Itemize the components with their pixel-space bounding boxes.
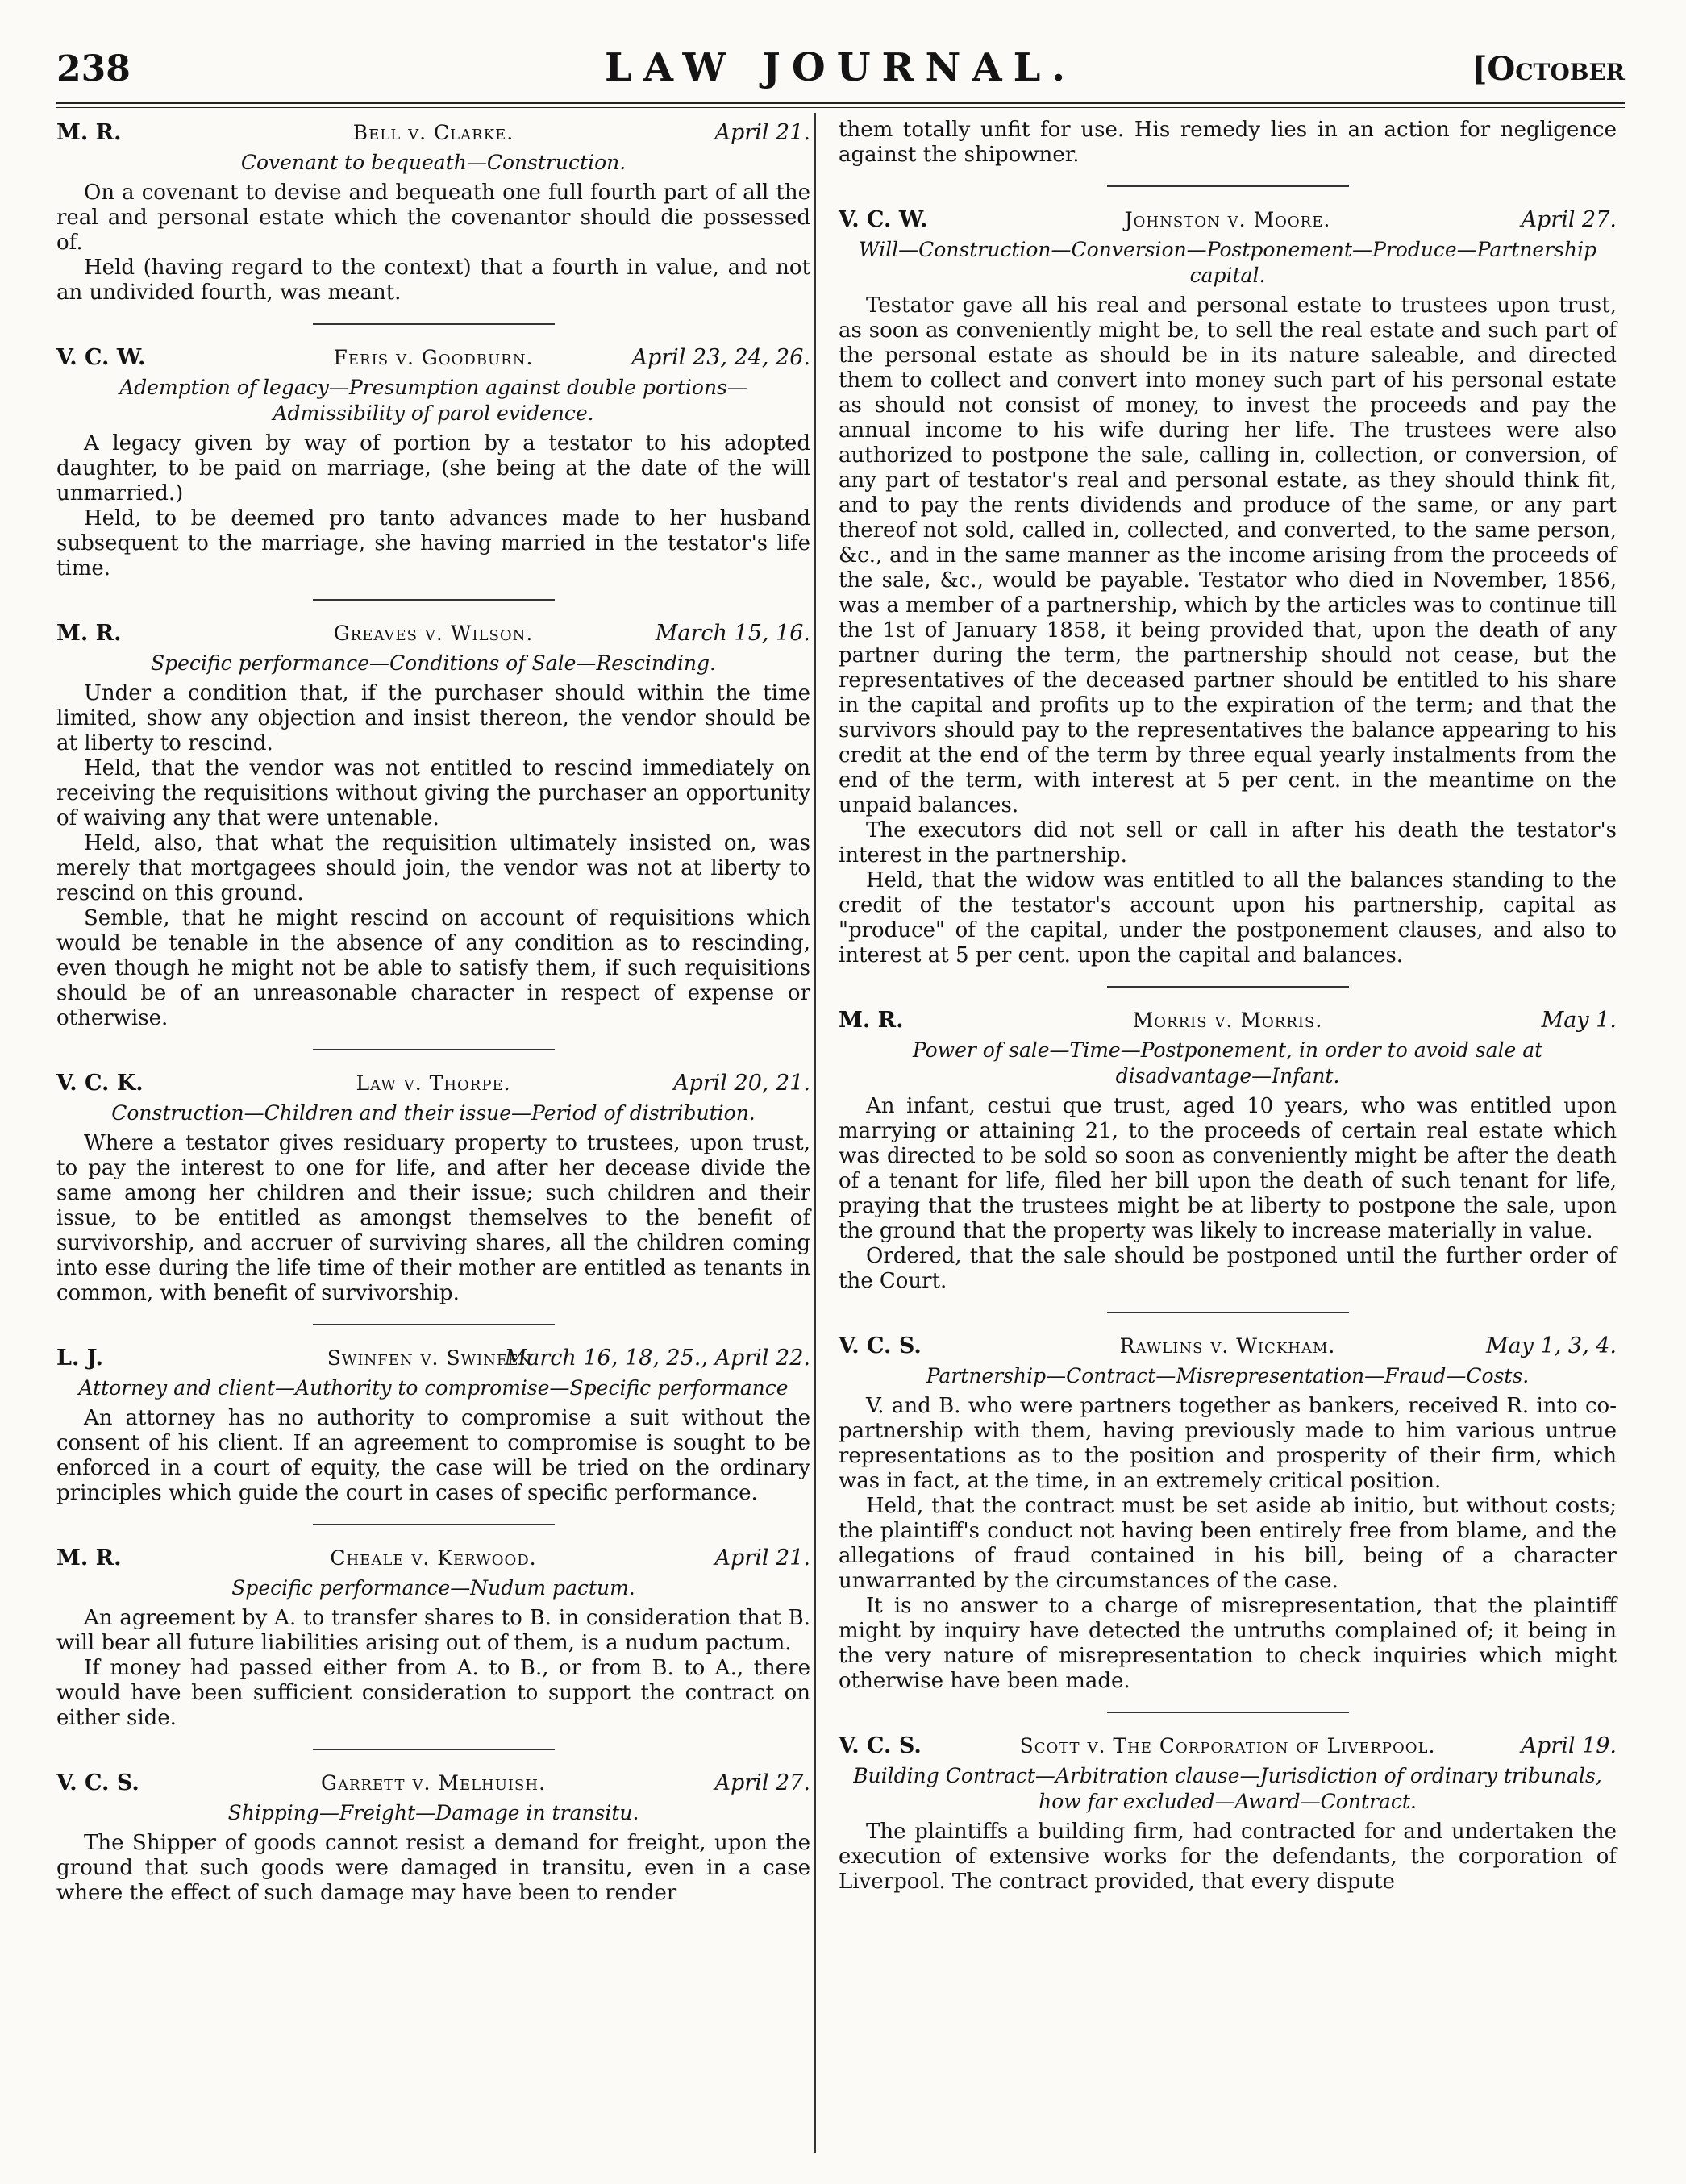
case-heading xyxy=(839,1731,1617,1762)
court-abbrev: V. C. S. xyxy=(56,1770,139,1795)
section-rule xyxy=(313,1324,555,1325)
case-date: March 16, 18, 25., April 22. xyxy=(504,1346,810,1371)
case-paragraph: An attorney has no authority to compromise a suit without the consent of his client. If an agreement to compromise is sought to be enforced in a court of equity, the case will be tried on the ordinary principles which guide the court in cases of specific performance. xyxy=(56,1406,810,1505)
court-abbrev: V. C. W. xyxy=(839,207,928,232)
case-subject: Construction—Children and their issue—Period of distribution. xyxy=(111,1101,756,1125)
case-subject: Building Contract—Arbitration clause—Jurisdiction of ordinary tribunals, how far excluded—Award—Contract. xyxy=(853,1764,1602,1813)
case-parties: Cheale v. Kerwood. xyxy=(330,1546,537,1570)
case-entry xyxy=(56,1343,810,1506)
court-abbrev: M. R. xyxy=(839,1008,904,1033)
court-abbrev: V. C. W. xyxy=(56,345,146,370)
right-column xyxy=(839,118,1617,1907)
case-date: April 20, 21. xyxy=(672,1071,810,1096)
case-paragraph: Held, that the contract must be set aside ab initio, but without costs; the plaintiff's conduct not having been entirely free from blame, and the allegations of fraud contained in his bill, being of a character unwarranted by the circumstances of the case. xyxy=(839,1494,1617,1593)
case-entry xyxy=(839,1731,1617,1895)
case-paragraph: Held, to be deemed pro tanto advances made to her husband subsequent to the marriage, she having married in the testator's life time. xyxy=(56,506,810,580)
case-date: May 1. xyxy=(1541,1008,1617,1033)
header-rule xyxy=(56,102,1625,104)
continued-text: them totally unfit for use. His remedy lies in an action for negligence against the shipowner. xyxy=(839,118,1617,167)
case-subject: Ademption of legacy—Presumption against double portions—Admissibility of parol evidence. xyxy=(119,376,747,425)
case-paragraph: An infant, cestui que trust, aged 10 years, who was entitled upon marrying or attaining 21, to the proceeds of certain real estate which was directed to be sold so soon as conveniently might be after the death of a tenant for life, filed her bill upon the death of such tenant for life, praying that the trustees might be at liberty to postpone the sale, upon the ground that the property was likely to increase materially in value. xyxy=(839,1094,1617,1243)
case-paragraph: The executors did not sell or call in after his death the testator's interest in the partnership. xyxy=(839,818,1617,867)
case-paragraph: If money had passed either from A. to B., or from B. to A., there would have been sufficient consideration to support the contract on either side. xyxy=(56,1656,810,1730)
case-parties: Johnston v. Moore. xyxy=(1124,208,1331,231)
running-title: LAW JOURNAL. xyxy=(604,45,1077,90)
case-parties: Rawlins v. Wickham. xyxy=(1119,1334,1336,1358)
case-heading xyxy=(839,1331,1617,1362)
section-rule xyxy=(1107,1312,1349,1313)
case-paragraph: Semble, that he might rescind on account of requisitions which would be tenable in the absence of any condition as to rescinding, even though he might not be able to satisfy them, if such requisitions should be of an unreasonable character in respect of expense or otherwise. xyxy=(56,906,810,1030)
case-date: April 27. xyxy=(1521,207,1617,232)
case-paragraph: An agreement by A. to transfer shares to B. in consideration that B. will bear all future liabilities arising out of them, is a nudum pactum. xyxy=(56,1606,810,1655)
case-heading xyxy=(56,1068,810,1099)
case-paragraph: Held, that the vendor was not entitled to rescind immediately on receiving the requisitions without giving the purchaser an opportunity of waiving any that were untenable. xyxy=(56,756,810,830)
case-entry xyxy=(839,1331,1617,1694)
case-heading xyxy=(56,343,810,373)
case-paragraph: V. and B. who were partners together as bankers, received R. into co-partnership with them, having previously made to him various untrue representations as to the position and prosperity of their firm, which was in fact, at the time, in an extremely critical position. xyxy=(839,1394,1617,1493)
page-header xyxy=(56,42,1625,98)
case-parties: Morris v. Morris. xyxy=(1132,1009,1323,1032)
case-paragraph: Under a condition that, if the purchaser should within the time limited, show any objection and insist thereon, the vendor should be at liberty to rescind. xyxy=(56,681,810,755)
case-parties: Greaves v. Wilson. xyxy=(333,622,534,645)
case-paragraph: Testator gave all his real and personal estate to trustees upon trust, as soon as conveniently might be, to sell the real estate and such part of the personal estate as should be in its nature saleable, and directed them to collect and convert into money such part of his personal estate as should not consist of money, to invest the proceeds and pay the annual income to his wife during her life. The trustees were also authorized to postpone the sale, calling in, collection, or conversion, of any part of testator's real and personal estate, as they should think fit, and to pay the rents dividends and produce of the same, or any part thereof not sold, called in, collected, and converted, to the same person, &c., and in the same manner as the income arising from the proceeds of the sale, &c., would be payable. Testator who died in November, 1856, was a member of a partnership, which by the articles was to continue till the 1st of January 1858, it being provided that, upon the death of any partner during the term, the partnership should not cease, but the representatives of the deceased partner should be entitled to his share in the capital and profits up to the expiration of the term; and that the survivors should pay to the representatives the balance appearing to his credit at the end of the term by three equal yearly instalments from the end of the term, with interest at 5 per cent. in the meantime on the unpaid balances. xyxy=(839,293,1617,817)
case-date: April 21. xyxy=(714,1545,810,1570)
section-rule xyxy=(313,323,555,325)
case-paragraph: A legacy given by way of portion by a testator to his adopted daughter, to be paid on marriage, (she being at the date of the will unmarried.) xyxy=(56,431,810,505)
court-abbrev: L. J. xyxy=(56,1346,103,1371)
case-parties: Bell v. Clarke. xyxy=(352,121,514,144)
case-subject: Will—Construction—Conversion—Postponement—Produce—Partnership capital. xyxy=(858,238,1597,287)
case-heading xyxy=(56,1343,810,1374)
case-subject: Power of sale—Time—Postponement, in order to avoid sale at disadvantage—Infant. xyxy=(912,1038,1543,1088)
case-subject: Shipping—Freight—Damage in transitu. xyxy=(227,1801,639,1824)
case-parties: Garrett v. Melhuish. xyxy=(320,1771,547,1795)
section-rule xyxy=(313,1524,555,1525)
header-rule-thin xyxy=(56,107,1625,108)
section-rule xyxy=(313,1049,555,1050)
case-paragraph: Held, that the widow was entitled to all the balances standing to the credit of the testator's account upon his partnership, capital as "produce" of the capital, under the postponement clauses, and also to interest at 5 per cent. upon the capital and balances. xyxy=(839,868,1617,967)
case-subject: Specific performance—Conditions of Sale—Rescinding. xyxy=(151,651,716,675)
case-paragraph: Held, also, that what the requisition ultimately insisted on, was merely that mortgagees should join, the vendor was not at liberty to rescind on this ground. xyxy=(56,831,810,905)
case-parties: Scott v. The Corporation of Liverpool. xyxy=(1019,1734,1436,1758)
court-abbrev: V. C. S. xyxy=(839,1333,922,1358)
case-entry xyxy=(839,1005,1617,1294)
case-date: March 15, 16. xyxy=(655,621,810,646)
running-month: [October xyxy=(1472,50,1625,88)
case-paragraph: It is no answer to a charge of misrepresentation, that the plaintiff might by inquiry have detected the untruths complained of; it being in the very nature of misrepresentation to check inquiries which might otherwise have been made. xyxy=(839,1594,1617,1693)
case-paragraph: Where a testator gives residuary property to trustees, upon trust, to pay the interest to one for life, and after her decease divide the same among her children and their issue; such children and their issue, to be entitled as amongst themselves to the benefit of survivorship, and accruer of surviving shares, all the children coming into esse during the life time of their mother are entitled as tenants in common, with benefit of survivorship. xyxy=(56,1131,810,1305)
case-paragraph: On a covenant to devise and bequeath one full fourth part of all the real and personal estate which the covenantor should die possessed of. xyxy=(56,181,810,255)
case-entry xyxy=(56,343,810,581)
page-number: 238 xyxy=(56,48,131,89)
case-entry xyxy=(839,205,1617,968)
case-date: April 27. xyxy=(714,1770,810,1795)
case-subject: Attorney and client—Authority to compromise—Specific performance xyxy=(78,1376,789,1400)
case-heading xyxy=(839,1005,1617,1036)
case-heading xyxy=(56,1768,810,1799)
case-date: April 23, 24, 26. xyxy=(631,345,810,370)
case-parties: Feris v. Goodburn. xyxy=(333,346,534,369)
court-abbrev: V. C. S. xyxy=(839,1733,922,1758)
case-subject: Partnership—Contract—Misrepresentation—Fraud—Costs. xyxy=(926,1364,1530,1387)
case-paragraph: The plaintiffs a building firm, had contracted for and undertaken the execution of extensive works for the defendants, the corporation of Liverpool. The contract provided, that every dispute xyxy=(839,1820,1617,1894)
section-rule xyxy=(313,599,555,601)
case-heading xyxy=(839,205,1617,235)
case-date: May 1, 3, 4. xyxy=(1485,1333,1617,1358)
section-rule xyxy=(313,1749,555,1750)
case-date: April 21. xyxy=(714,120,810,145)
case-paragraph: Ordered, that the sale should be postponed until the further order of the Court. xyxy=(839,1244,1617,1293)
court-abbrev: V. C. K. xyxy=(56,1071,144,1096)
case-entry xyxy=(56,1543,810,1731)
case-subject: Specific performance—Nudum pactum. xyxy=(231,1576,635,1600)
case-heading xyxy=(56,1543,810,1574)
case-subject: Covenant to bequeath—Construction. xyxy=(240,151,627,174)
case-paragraph: The Shipper of goods cannot resist a demand for freight, upon the ground that such goods were damaged in transitu, even in a case where the effect of such damage may have been to render xyxy=(56,1831,810,1905)
case-entry xyxy=(56,118,810,306)
court-abbrev: M. R. xyxy=(56,621,122,646)
case-entry xyxy=(56,1068,810,1306)
case-parties: Law v. Thorpe. xyxy=(356,1071,511,1095)
court-abbrev: M. R. xyxy=(56,120,122,145)
court-abbrev: M. R. xyxy=(56,1545,122,1570)
case-heading xyxy=(56,618,810,649)
case-date: April 19. xyxy=(1521,1733,1617,1758)
case-entry xyxy=(56,1768,810,1906)
left-column xyxy=(56,118,810,1919)
section-rule xyxy=(1107,1712,1349,1713)
case-paragraph: Held (having regard to the context) that a fourth in value, and not an undivided fourth, was meant. xyxy=(56,256,810,305)
case-heading xyxy=(56,118,810,148)
section-rule xyxy=(1107,185,1349,187)
case-entry xyxy=(56,618,810,1031)
section-rule xyxy=(1107,986,1349,988)
column-divider xyxy=(814,113,816,2153)
case-parties: Swinfen v. Swinfen. xyxy=(327,1346,540,1370)
